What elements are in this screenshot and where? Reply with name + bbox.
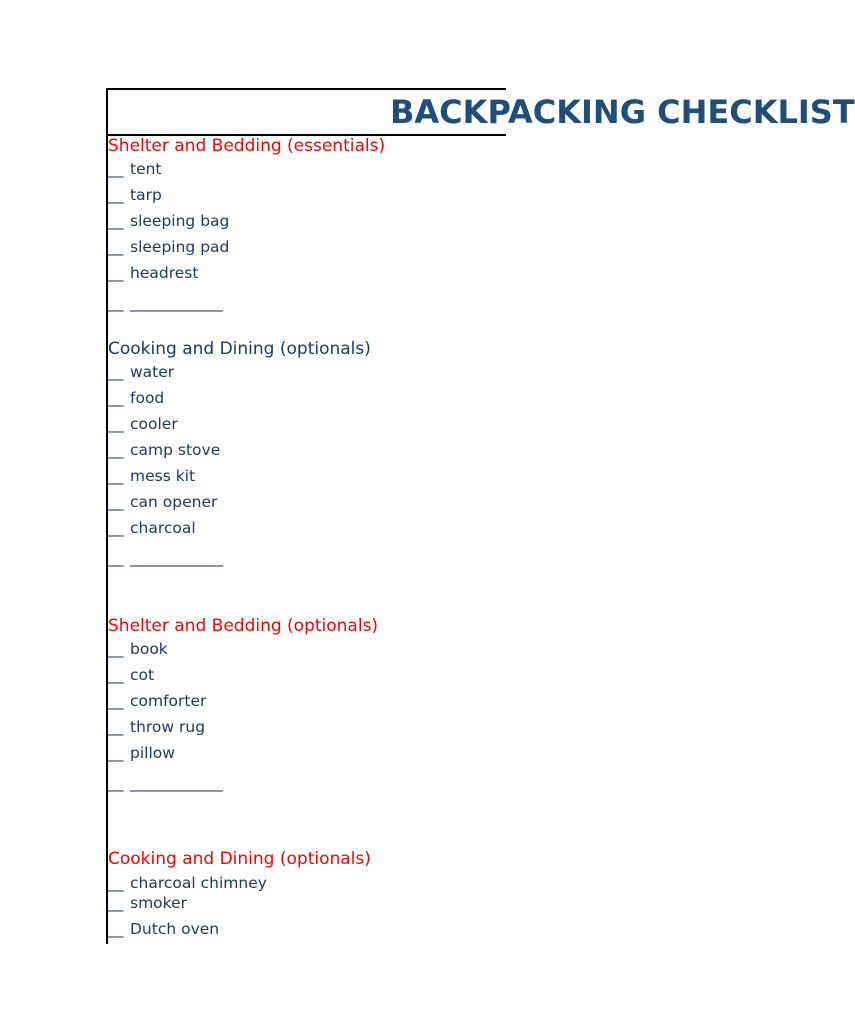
item-label: cot — [130, 666, 155, 684]
checkbox-blank: __ — [108, 744, 124, 762]
item-label: sleeping pad — [130, 238, 230, 256]
checklist-item[interactable] — [108, 691, 206, 711]
section-heading-shelter-essentials: Shelter and Bedding (essentials) — [108, 136, 386, 156]
item-label: ____________ — [130, 549, 223, 567]
checkbox-blank: __ — [108, 415, 124, 433]
checkbox-blank: __ — [108, 718, 124, 736]
item-label: tarp — [130, 186, 162, 204]
checklist-item[interactable] — [108, 665, 154, 685]
checkbox-blank: __ — [108, 160, 124, 178]
checklist-item[interactable] — [108, 362, 174, 382]
checklist-item[interactable] — [108, 263, 198, 283]
checklist-item[interactable] — [108, 873, 267, 893]
item-label: smoker — [130, 894, 187, 912]
checkbox-blank: __ — [108, 467, 124, 485]
item-label: comforter — [130, 692, 207, 710]
item-label: water — [130, 363, 175, 381]
checklist-item[interactable] — [108, 414, 178, 434]
section-heading-shelter-optionals: Shelter and Bedding (optionals) — [108, 616, 379, 636]
item-label: ____________ — [130, 294, 223, 312]
item-label: cooler — [130, 415, 178, 433]
item-label: pillow — [130, 744, 175, 762]
checklist-item[interactable] — [108, 440, 220, 460]
checklist-item-blank[interactable] — [108, 773, 223, 793]
checklist-item[interactable] — [108, 919, 219, 939]
item-label: charcoal — [130, 519, 196, 537]
checkbox-blank: __ — [108, 640, 124, 658]
checklist-item[interactable] — [108, 492, 217, 512]
checklist-item[interactable] — [108, 185, 162, 205]
checklist-item[interactable] — [108, 237, 229, 257]
checkbox-blank: __ — [108, 692, 124, 710]
item-label: headrest — [130, 264, 199, 282]
checkbox-blank: __ — [108, 774, 124, 792]
checklist-item[interactable] — [108, 388, 164, 408]
item-label: camp stove — [130, 441, 221, 459]
checkbox-blank: __ — [108, 212, 124, 230]
item-label: book — [130, 640, 168, 658]
checkbox-blank: __ — [108, 294, 124, 312]
checklist-item[interactable] — [108, 893, 187, 913]
item-label: mess kit — [130, 467, 196, 485]
checklist-item[interactable] — [108, 466, 195, 486]
checkbox-blank: __ — [108, 389, 124, 407]
item-label: food — [130, 389, 165, 407]
checklist-item[interactable] — [108, 159, 162, 179]
checklist-item-blank[interactable] — [108, 293, 223, 313]
checklist-item[interactable] — [108, 743, 175, 763]
checkbox-blank: __ — [108, 519, 124, 537]
item-label: Dutch oven — [130, 920, 220, 938]
checkbox-blank: __ — [108, 493, 124, 511]
item-label: ____________ — [130, 774, 223, 792]
checkbox-blank: __ — [108, 238, 124, 256]
checklist-item[interactable] — [108, 211, 229, 231]
item-label: can opener — [130, 493, 218, 511]
checklist-item[interactable] — [108, 639, 168, 659]
checkbox-blank: __ — [108, 666, 124, 684]
item-label: tent — [130, 160, 162, 178]
item-label: charcoal chimney — [130, 874, 267, 892]
checkbox-blank: __ — [108, 920, 124, 938]
checkbox-blank: __ — [108, 894, 124, 912]
item-label: throw rug — [130, 718, 206, 736]
title-cell — [108, 90, 855, 134]
checkbox-blank: __ — [108, 874, 124, 892]
checklist-item[interactable] — [108, 518, 196, 538]
checklist-item[interactable] — [108, 717, 205, 737]
checkbox-blank: __ — [108, 441, 124, 459]
checkbox-blank: __ — [108, 549, 124, 567]
page-title: BACKPACKING CHECKLIST — [390, 93, 855, 131]
checklist-item-blank[interactable] — [108, 548, 223, 568]
section-heading-cooking-optionals-2: Cooking and Dining (optionals) — [108, 849, 371, 869]
checkbox-blank: __ — [108, 264, 124, 282]
section-heading-cooking-optionals: Cooking and Dining (optionals) — [108, 339, 371, 359]
checkbox-blank: __ — [108, 186, 124, 204]
checkbox-blank: __ — [108, 363, 124, 381]
item-label: sleeping bag — [130, 212, 230, 230]
